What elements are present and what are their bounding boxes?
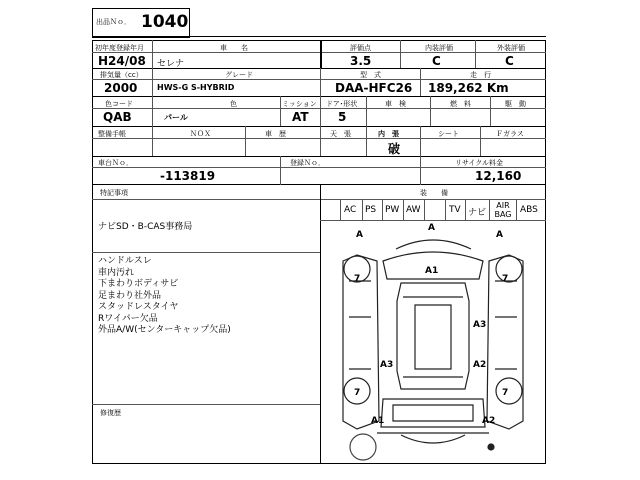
grade-value: HWS-G S-HYBRID: [157, 83, 235, 92]
chassis-value: -113819: [160, 169, 216, 183]
color-code-label: 色コード: [105, 100, 133, 108]
model-value: DAA-HFC26: [335, 81, 413, 95]
car-diagram: [321, 221, 545, 463]
equip-tv: TV: [449, 205, 461, 215]
first-reg-value: H24/08: [98, 54, 146, 68]
score-label: 評価点: [350, 44, 371, 52]
mark-roof: A1: [425, 266, 439, 276]
model-label: 型 式: [360, 71, 381, 79]
first-reg-label: 初年度登録年月: [95, 44, 144, 52]
score-value: 3.5: [350, 54, 372, 68]
chassis-label: 車台Ｎｏ．: [98, 159, 133, 167]
mark-right-side: A3: [473, 320, 487, 330]
mission-value: AT: [292, 110, 309, 124]
mission-label: ミッション: [282, 100, 317, 108]
remark-item: 下まわりボディサビ: [98, 279, 179, 289]
recycle-label: リサイクル料金: [455, 159, 504, 167]
mark-front-right: A: [496, 230, 503, 240]
mark-left-quarter: A2: [473, 360, 487, 370]
equip-airbag: AIR BAG: [494, 201, 512, 219]
mark-wheel-rl: 7: [354, 388, 361, 398]
displacement-label: 排気量（cc）: [100, 71, 143, 79]
exterior-score-label: 外装評価: [497, 44, 525, 52]
mark-left-side: A3: [380, 360, 394, 370]
remark-item: 足まわり社外品: [98, 290, 162, 301]
exterior-score-value: C: [505, 54, 514, 68]
doors-value: 5: [338, 110, 347, 124]
notes-navi: ナビSD・B-CAS事務局: [98, 222, 193, 232]
history-label: 車 歴: [265, 130, 286, 138]
seat-label: シート: [438, 130, 459, 138]
lot-number-value: 1040: [141, 12, 189, 32]
registration-label: 登録Ｎｏ．: [290, 159, 325, 167]
interior-trim-value: 破: [388, 142, 401, 156]
mark-rear-right: A2: [482, 416, 496, 426]
color-value: パール: [164, 113, 188, 122]
doors-label: ドア･形状: [326, 100, 358, 108]
mark-front-left: A: [356, 230, 363, 240]
remark-item: ハンドルスレ: [98, 256, 152, 266]
mileage-value: 189,262 Km: [428, 81, 509, 95]
remark-item: スタッドレスタイヤ: [98, 302, 179, 312]
remarks-list: [98, 256, 231, 337]
car-name-label: 車 名: [220, 44, 248, 52]
service-book-label: 整備手帳: [98, 130, 126, 138]
equip-navi: ナビ: [468, 208, 487, 218]
mark-front-center: A: [428, 223, 435, 233]
color-code-value: QAB: [103, 110, 132, 124]
equipment-label: 装 備: [420, 189, 448, 197]
remark-item: Rワイパー欠品: [98, 313, 158, 324]
fuel-label: 燃 料: [450, 100, 471, 108]
displacement-value: 2000: [104, 81, 138, 95]
glass-label: Ｆガラス: [496, 130, 524, 138]
equip-pw: PW: [385, 205, 400, 215]
recycle-value: 12,160: [475, 169, 522, 183]
mark-rear-left: A1: [371, 416, 385, 426]
equip-ps: PS: [365, 205, 377, 215]
nox-label: ＮＯＸ: [190, 130, 211, 138]
inspection-label: 車 検: [385, 100, 406, 108]
car-name-value: セレナ: [157, 59, 185, 69]
mark-wheel-fr: 7: [502, 274, 509, 284]
equip-ac: AC: [344, 205, 357, 215]
mark-wheel-fl: 7: [354, 274, 361, 284]
equip-aw: AW: [406, 205, 421, 215]
interior-score-label: 内装評価: [425, 44, 453, 52]
equip-abs: ABS: [520, 205, 538, 215]
notes-label: 特記事項: [100, 189, 128, 197]
interior-score-value: C: [432, 54, 441, 68]
remark-item: 外品A/W(センターキャップ欠品): [98, 325, 231, 335]
mark-wheel-rr: 7: [502, 388, 509, 398]
grade-label: グレード: [225, 71, 253, 79]
roof-lining-label: 天 張: [330, 130, 351, 138]
color-label: 色: [230, 100, 237, 108]
mileage-label: 走 行: [470, 71, 491, 79]
interior-trim-label: 内 張: [378, 130, 399, 138]
repair-history-label: 修復歴: [100, 409, 121, 417]
remark-item: 車内汚れ: [98, 267, 135, 278]
drive-label: 駆 動: [505, 100, 526, 108]
lot-number-label: 出品Ｎｏ．: [96, 18, 131, 26]
